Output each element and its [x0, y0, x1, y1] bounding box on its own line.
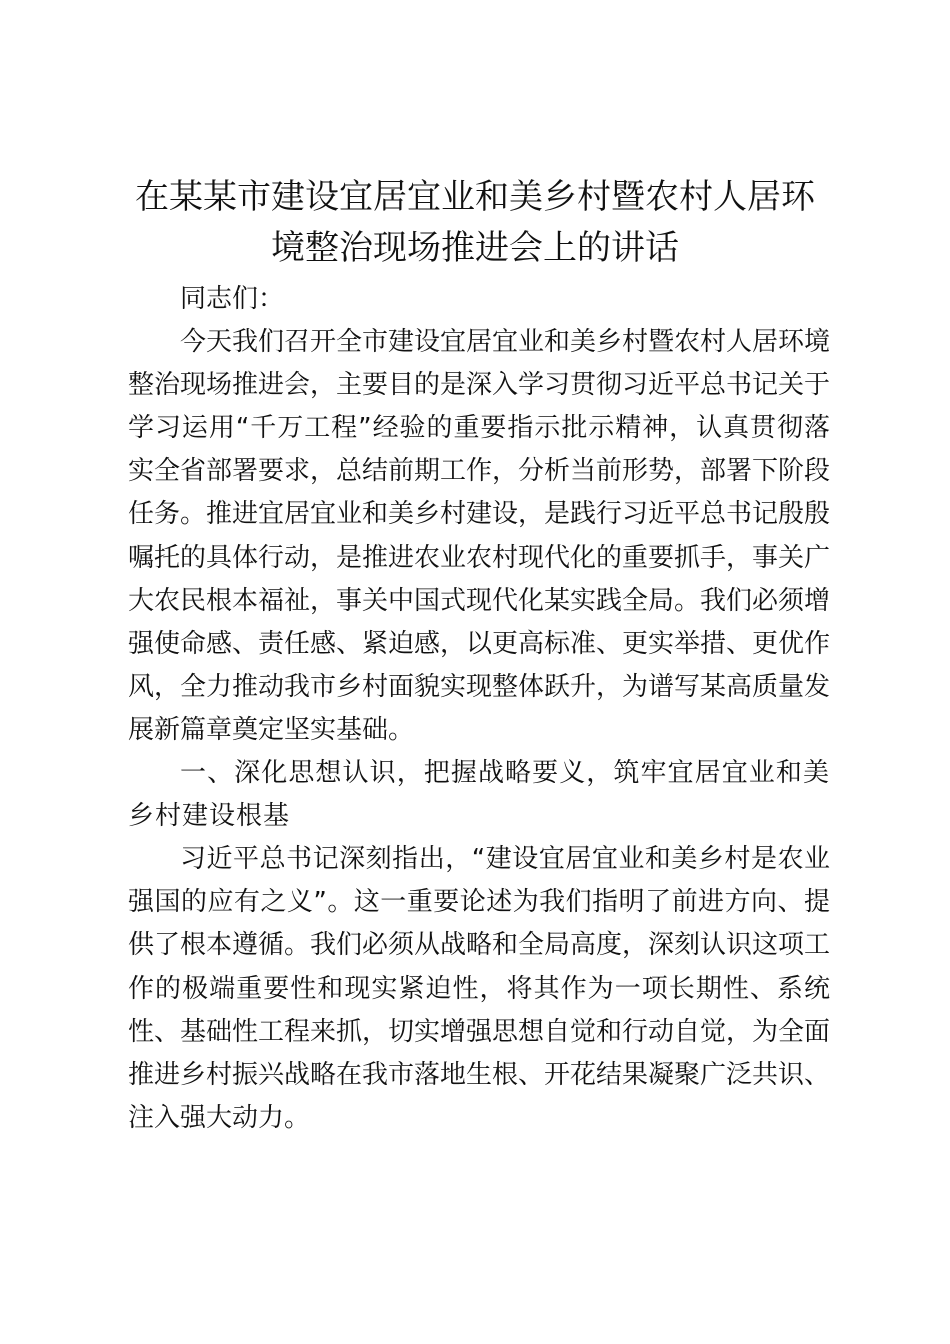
section-heading-1: 一、深化思想认识，把握战略要义，筑牢宜居宜业和美乡村建设根基 — [128, 758, 830, 832]
document-title: 在某某市建设宜居宜业和美乡村暨农村人居环境整治现场推进会上的讲话 — [135, 177, 815, 268]
opening-paragraph: 今天我们召开全市建设宜居宜业和美乡村暨农村人居环境整治现场推进会，主要目的是深入学习贯彻习近平总书记关于学习运用“千万工程”经验的重要指示批示精神，认真贯彻落实全省部署要求，总结前期工作，分析当前形势，部署下阶段任务。推进宜居宜业和美乡村建设，是践行习近平总书记殷殷嘱托的具体行动，是推进农业农村现代化的重要抓手，事关广大农民根本福祉，事关中国式现代化某实践全局。我们必须增强使命感、责任感、紧迫感，以更高标准、更实举措、更优作风，全力推动我市乡村面貌实现整体跃升，为谱写某高质量发展新篇章奠定坚实基础。 — [128, 327, 831, 745]
salutation: 同志们： — [180, 284, 285, 314]
section-paragraph-1: 习近平总书记深刻指出，“建设宜居宜业和美乡村是农业强国的应有之义”。这一重要论述为我们指明了前进方向、提供了根本遵循。我们必须从战略和全局高度，深刻认识这项工作的极端重要性和现实紧迫性，将其作为一项长期性、系统性、基础性工程来抓，切实增强思想自觉和行动自觉，为全面推进乡村振兴战略在我市落地生根、开花结果凝聚广泛共识、注入强大动力。 — [128, 844, 831, 1133]
document-body — [128, 278, 830, 1140]
